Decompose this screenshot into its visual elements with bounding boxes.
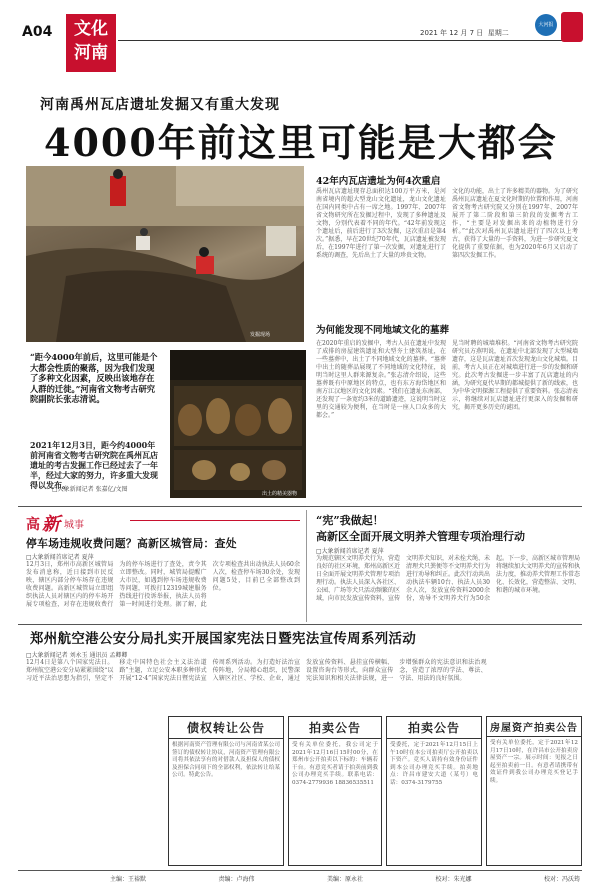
date-text: 2021 年 12 月 7 日 (420, 29, 484, 37)
notice-property-auction (486, 716, 582, 866)
section-badge (66, 14, 116, 72)
notice-4-title: 房屋资产拍卖公告 (487, 717, 581, 737)
logo-text: 大河报 (538, 22, 554, 28)
notice-2-title: 拍卖公告 (289, 717, 381, 739)
story2-body: 12月3日，郑州市高新区城管局发布消息称，近日接到市民反映，辖区内部分停车场存在违规收费问题。高新区城管局立即组织执法人员对辖区内的停车场开展专项检查，对存在违规收费行为的停车场进行了查处，责令其立即整改。同时，城管局提醒广大市民，如遇到停车场违规收费等问题，可拨打12319城建服务热线进行投诉举报，执法人员将第一时间进行处理。据了解，此次专项检查共出动执法人员60余人次，检查停车场30余处，发现问题5处，目前已全部整改到位。 (26, 561, 300, 608)
story3-title: 高新区全面开展文明养犬管理专项治理行动 (316, 530, 525, 543)
footer-rule (18, 870, 582, 871)
story-vertical-rule (306, 510, 307, 622)
gaoxin-banner (26, 510, 126, 534)
banner-logo-char1: 高 (26, 517, 40, 533)
photo2-caption: 出土的精美器物 (262, 491, 298, 497)
banner-logo-sub: 城事 (64, 520, 84, 531)
footer-duty-editor: 责编：卢海伟 (218, 876, 255, 883)
subhead-1: 42年内瓦店遗址为何4次重启 (316, 176, 441, 187)
story2-title: 停车场违规收费问题？高新区城管局：查处 (26, 537, 237, 550)
story4-body: 12月4日是第八个国家宪法日。郑州航空港公安分局紧紧围绕“以习近平法治思想为指引，坚定不移走中国特色社会主义法治道路”主题，立足公安本职多种形式开展“12·4”国家宪法日暨宪法宣传周系列活动。为打造好法治宣传阵地，分局精心组织，民警深入辖区社区、学校、企业，通过发放宣传资料、悬挂宣传横幅、设置咨询台等形式，向群众宣传宪法知识和相关法律法规，进一步增强群众的宪法意识和法治观念，营造了浓厚的学法、尊法、守法、用法的良好氛围。 (26, 659, 487, 682)
story3-kicker: “宪”我做起！ (316, 514, 384, 527)
newspaper-logo (535, 14, 557, 36)
photo1-caption: 发掘现场 (250, 332, 271, 338)
notice-3-title: 拍卖公告 (387, 717, 481, 739)
lead-col3: 在2020年重启的发掘中，考古人员在遗址中发现了成排的房屋建筑遗址和大型夯土建筑基址，在一些墓葬中，出土了不同地域文化的墓葬。“墓葬中出土的随葬品展现了不同地域的文化特征，说明当时这里人群来源复杂。”张志清介绍说，这些墓葬既有中原地区的特点，也有东方海岱地区和南方江汉地区的文化因素。“我们在遗址东南部，还发现了一条宽约3米的道路遗迹，这说明当时这里的交通较为便利，在当时是一座人口众多的大都会。” (316, 340, 446, 419)
story3-body: 为规范辖区文明养犬行为，营造良好的社区环境，郑州高新区近日全面开展文明养犬管理专项治理行动。执法人员深入各社区、公园、广场等犬只活动频繁的区域，向市民发放宣传资料，宣传文明养犬知识，对未拴犬绳、未清理犬只粪便等不文明养犬行为进行劝导和纠正。此次行动共出动执法车辆10台、执法人员30余人次，发放宣传资料2000余份，劝导不文明养犬行为50余起。下一步，高新区城市管理局将继续加大文明养犬的宣传和执法力度，推动养犬管理工作常态化、长效化，营造整洁、文明、和谐的城市环境。 (316, 555, 581, 602)
footer-editor: 主编：王裕默 (110, 876, 147, 883)
notice-auction-2 (386, 716, 482, 866)
notice-4-body: 受有关单位委托，定于2021年12月17日10时，在许昌市公开拍卖房屋资产一宗。展示时间：见报之日起至拍卖前一日。有意者请携带有效证件到我公司办理竞买登记手续。 (490, 740, 578, 784)
lead-col2: 文化的功能，出土了许多精美的器物。为了研究禹州瓦店遗址在夏文化时期的位置和作用，河南省文物考古研究院又分别在1997年、2007年展开了第二阶段和第三阶段的发掘考古工作，“主要是对发掘出来的动植物进行分析。”“此次对禹州瓦店遗址进行了四次以上考古，获得了大量的一手资料，为进一步研究夏文化提供了重要依据，也为2020年6月又启动了第四次发掘工作。 (452, 188, 579, 259)
lead-byline: □大象新闻记者 张嘉亿/文图 (52, 486, 128, 493)
story4-byline: □大象新闻记者 刘永玉 通讯员 孟卿卿 (26, 652, 128, 659)
footer-check: 校对：冯沃筠 (543, 876, 580, 883)
banner-rule (130, 520, 300, 521)
notice-debt-transfer (168, 716, 284, 866)
story3-byline: □大象新闻首席记者 夏萍 (316, 548, 384, 555)
issue-date (420, 28, 509, 38)
page-number: A04 (22, 24, 53, 40)
lead-headline: 4000年前这里可能是大都会 (44, 120, 558, 165)
footer-proof: 校对：朱光娜 (435, 876, 472, 883)
section-title-line1: 文化 (74, 19, 108, 39)
footer-credits (110, 874, 580, 883)
lead-col1: 禹州瓦店遗址现存总面积达100万平方米，是河南省境内的超大型龙山文化遗址，龙山文化遗址在国内同类中占有一席之地。1997年、2007年省文物研究所在发掘过程中，发现了多种遗址及文物，分别代表着不同的年代。“42年前发现这个遗址后，前后进行了3次发掘，这次重启是第4次。”据悉，早在20世纪70年代，瓦店遗址被发现后，在1997年进行了第一次发掘，对遗址进行了系统的调查，先后出土了大量的珍贵文物。 (316, 188, 446, 259)
notice-1-title: 债权转让公告 (169, 717, 283, 739)
subhead-2: 为何能发现不同地域文化的墓葬 (316, 325, 450, 336)
section-divider (18, 506, 582, 507)
story4-top-rule (18, 624, 582, 625)
lead-summary: “距今4000年前后，这里可能是个大都会性质的聚落，因为我们发现了多种文化因素，反映出该地存在人群的迁徙。”河南省文物考古研究院副院长张志清说。 (30, 352, 158, 404)
notice-2-body: 受有关单位委托，我公司定于2021年12月16日15时00分，在郑州市公开拍卖以下标的：车辆若干台。有意竞买者请于拍卖前到我公司办理竞买手续。联系电话：0374-2779936 18836535511 (292, 742, 378, 786)
excavation-photo (26, 166, 304, 342)
lead-summary-body: 2021年12月3日，距今约4000年前河南省文物考古研究院在禹州瓦店遗址的考古发掘工作已经过去了一年半，经过大家的努力，许多重大发现得以发布。 (30, 440, 158, 490)
weekday-text: 星期二 (487, 29, 509, 37)
notice-auction-1 (288, 716, 382, 866)
lead-kicker: 河南禹州瓦店遗址发掘又有重大发现 (40, 97, 280, 113)
header-rule (118, 40, 582, 41)
story2-byline: □大象新闻首席记者 夏萍 (26, 554, 94, 561)
seal-icon (561, 12, 583, 42)
artifacts-scene (170, 350, 306, 498)
notice-1-body: 根据河南资产管理有限公司与河南省某公司签订的债权转让协议，河南资产管理有限公司将其依法享有的对借款人及担保人的债权及担保合同项下的全部权利，依法转让给某公司。特此公告。 (172, 742, 280, 778)
artifacts-photo (170, 350, 306, 498)
excavation-scene (26, 166, 304, 342)
story4-title: 郑州航空港公安分局扎实开展国家宪法日暨宪法宣传周系列活动 (30, 631, 417, 647)
notice-3-body: 受委托，定于2021年12月15日上午10时在本公司拍卖厅公开拍卖以下资产。竞买人请持有效身份证件到本公司办理竞买手续。拍卖地点：许昌市建安大道（某号）电话：0374-3179755 (390, 742, 478, 786)
lead-col4: 见当时聘的城墙堆积。“河南省文物考古研究院研究员方燕明说，在遗址中北部发现了大型城墙遗存，这是瓦店遗址首次发现龙山文化城墙。目前，考古人员正在对城墙进行进一步的发掘和研究。此次考古发掘进一步丰富了瓦店遗址的内涵，为研究夏代早期的都城提供了新的线索，也为中华文明探源工程提供了重要资料。张志清表示，将继续对瓦店遗址进行更深入的发掘和研究，揭开更多历史的谜团。 (452, 340, 579, 411)
banner-logo-char2: 新 (42, 514, 60, 535)
footer-design: 美编：原永社 (326, 876, 363, 883)
section-title-line2: 河南 (74, 43, 108, 63)
